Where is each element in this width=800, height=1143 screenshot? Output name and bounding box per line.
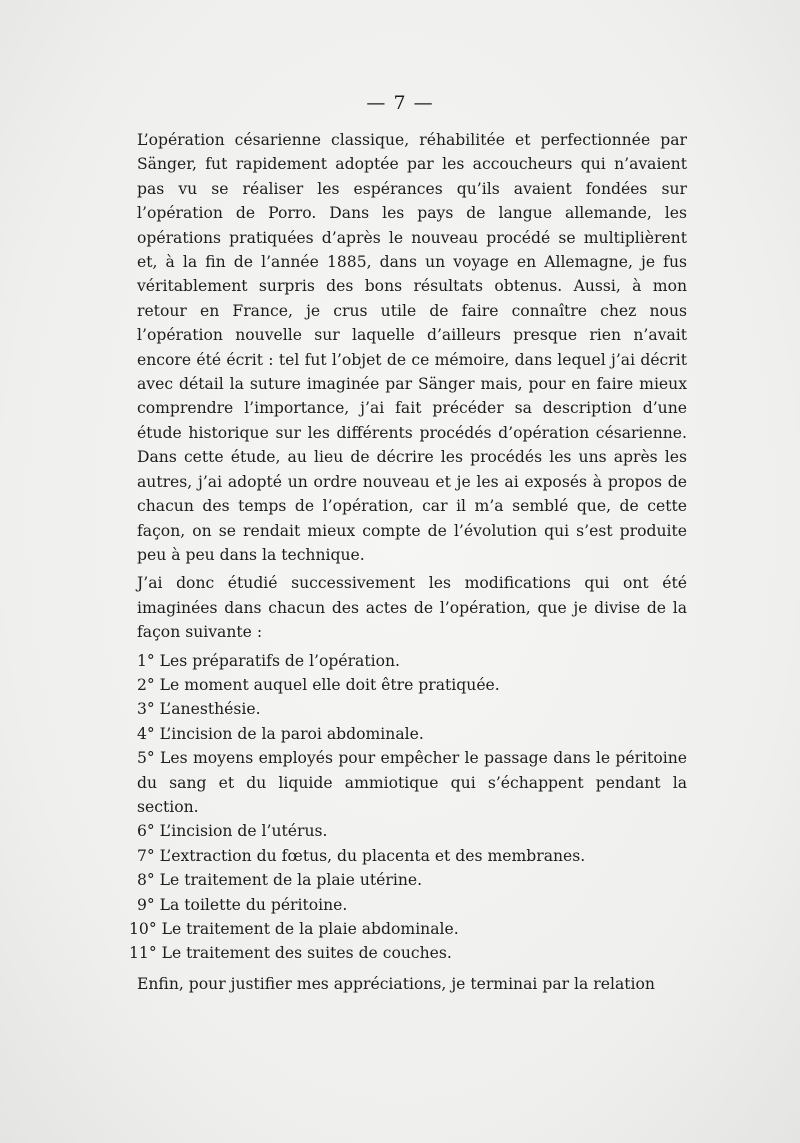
page-number: — 7 — — [366, 92, 434, 114]
list-item: 4° L’incision de la paroi abdominale. — [137, 724, 424, 743]
paragraph-intro: L’opération césarienne classique, réhabilitée et perfectionnée par Sänger, fut rapidement adoptée par les accoucheurs qui n’avaient pas vu se réaliser les espérances qu’ils avaient fondées sur l’opération de Porro. Dans les pays de langue allemande, les opérations pratiquées d’après le nouveau procédé se multiplièrent et, à la fin de l’année 1885, dans un voyage en Allemagne, je fus véritablement surpris des bons résultats obtenus. Aussi, à mon retour en France, je crus utile de faire connaître chez nous l’opération nouvelle sur laquelle d’ailleurs presque rien n’avait encore été écrit : tel fut l’objet de ce mémoire, dans lequel j’ai décrit avec détail la suture imaginée par Sänger mais, pour en faire mieux comprendre l’importance, j’ai fait précéder sa description d’une étude historique sur les différents procédés d’opération césarienne. Dans cette étude, au lieu de décrire les procédés les uns après les autres, j’ai adopté un ordre nouveau et je les ai exposés à propos de chacun des temps de l’opération, car il m’a semblé que, de cette façon, on se rendait mieux compte de l’évolution qui s’est produite peu à peu dans la technique. — [137, 131, 687, 564]
list-item: 9° La toilette du péritoine. — [137, 895, 348, 914]
list-item: 5° Les moyens employés pour empêcher le passage dans le péritoine du sang et du liquide ammiotique qui s’échappent pendant la section. — [137, 749, 687, 816]
list-item: 7° L’extraction du fœtus, du placenta et des membranes. — [137, 846, 586, 865]
operation-steps-list — [129, 649, 687, 966]
list-item: 10° Le traitement de la plaie abdominale. — [129, 920, 459, 938]
list-item: 11° Le traitement des suites de couches. — [129, 944, 452, 963]
list-item: 3° L’anesthésie. — [137, 700, 261, 719]
paragraph-list-intro: J’ai donc étudié successivement les modifications qui ont été imaginées dans chacun des actes de l’opération, que je divise de la façon suivante : — [137, 574, 687, 642]
list-item: 2° Le moment auquel elle doit être pratiquée. — [137, 675, 500, 694]
list-item: 6° L’incision de l’utérus. — [137, 822, 328, 841]
list-item: 1° Les préparatifs de l’opération. — [137, 651, 400, 670]
paragraph-closing: Enfin, pour justifier mes appréciations, je terminai par la relation — [137, 974, 655, 993]
body-text — [129, 128, 687, 996]
list-item: 8° Le traitement de la plaie utérine. — [137, 871, 423, 890]
